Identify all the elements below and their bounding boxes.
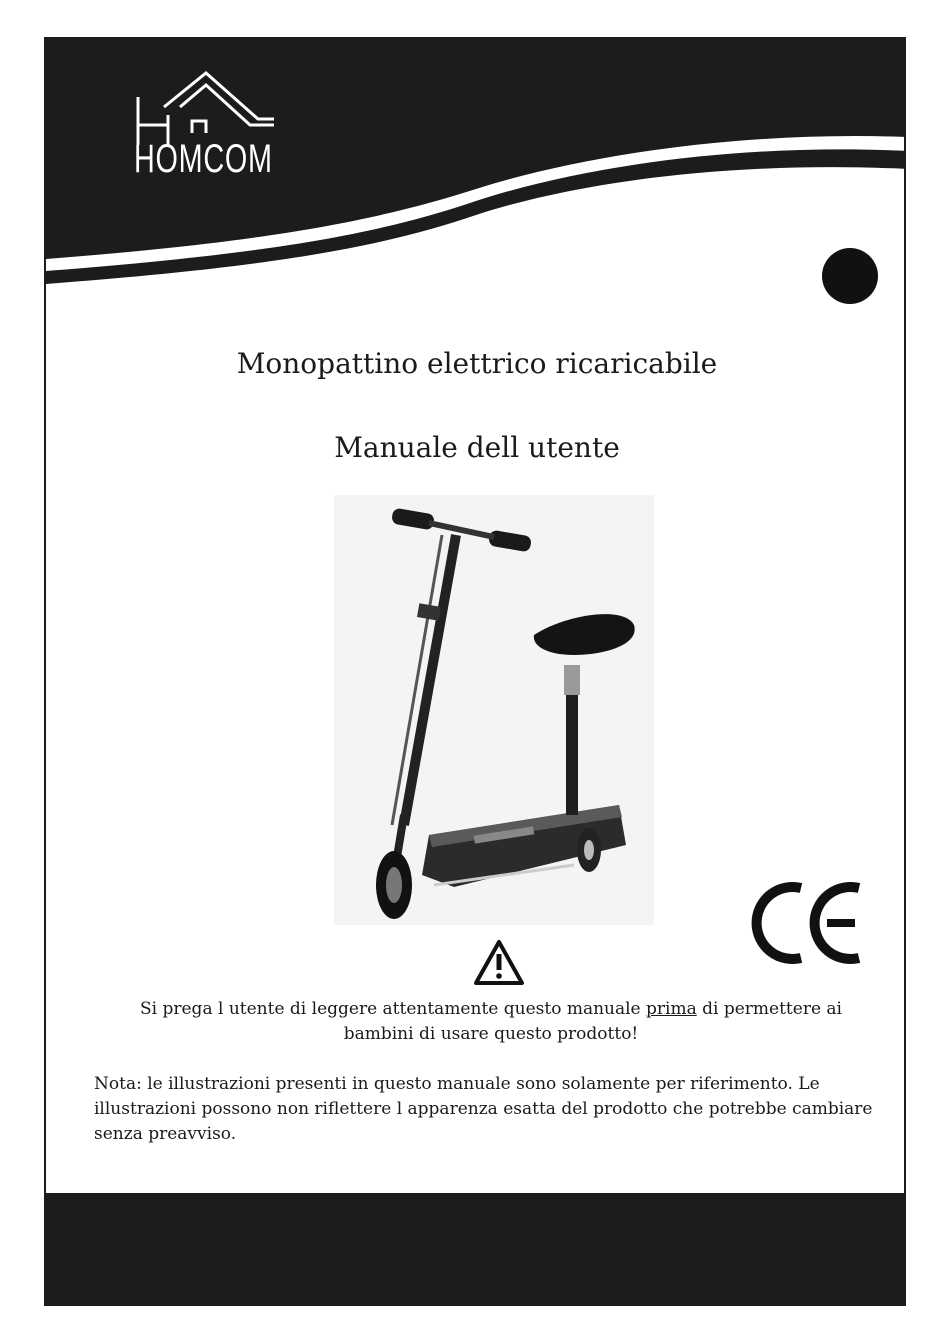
safety-notice [106,997,876,1047]
document-subtitle: Manuale dell utente [334,431,620,464]
notice-text-start: Si prega l utente di leggere attentamente questo manuale [140,999,647,1019]
footer-band [46,1193,906,1306]
ce-mark-icon [751,882,869,964]
scooter-image [334,495,654,925]
house-roof-icon [134,67,284,147]
notice-emphasis: prima [646,999,697,1019]
document-title: Monopattino elettrico ricaricabile [236,347,718,380]
notice-text-end: di permettere ai bambini di usare questo prodotto! [343,999,842,1044]
warning-triangle-icon [473,939,525,986]
illustration-note: Nota: le illustrazioni presenti in questo manuale sono solamente per riferimento. Le illustrazioni possono non riflettere l apparenza esatta del prodotto che potrebbe cambiare senza preavviso. [94,1074,873,1144]
black-dot-mark [822,248,878,304]
cover-page [44,37,906,1306]
homcom-logo [134,67,284,197]
brand-wordmark: HOMCOM [134,137,273,181]
